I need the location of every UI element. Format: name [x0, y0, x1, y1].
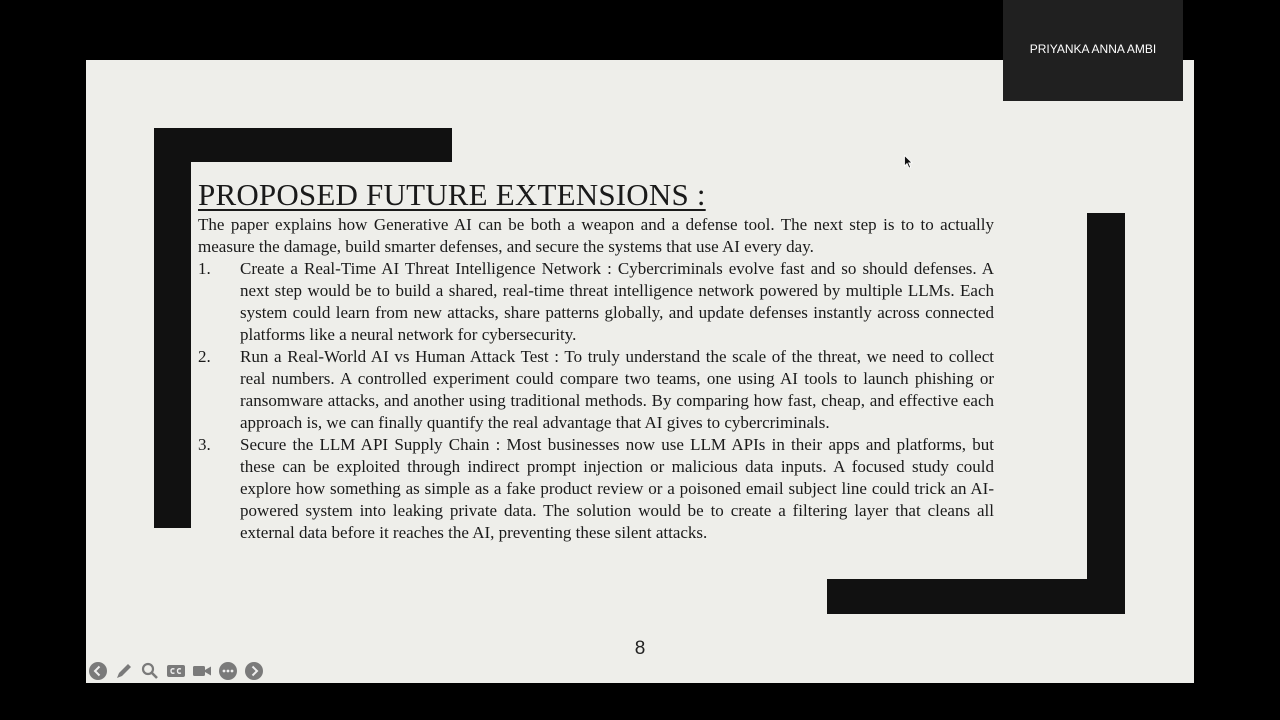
- page-number: 8: [634, 638, 646, 659]
- list-item: [198, 434, 994, 544]
- forward-arrow-icon[interactable]: [244, 661, 264, 681]
- slide: [86, 60, 1194, 683]
- presenter-name: PRIYANKA ANNA AMBI: [1029, 42, 1157, 56]
- frame-bar-bottom-right-horizontal: [827, 579, 1125, 614]
- slide-title: PROPOSED FUTURE EXTENSIONS :: [198, 177, 706, 212]
- presenter-video-tile[interactable]: [1003, 0, 1183, 101]
- list-item-text: Create a Real-Time AI Threat Intelligence Network : Cybercriminals evolve fast and so should defenses. A next step would be to build a shared, real-time threat intelligence network powered by multiple LLMs. Each system could learn from new attacks, share patterns globally, and update defenses instantly across connected platforms like a neural network for cybersecurity.: [240, 259, 994, 344]
- frame-bar-bottom-right-vertical: [1087, 213, 1125, 614]
- intro-paragraph: The paper explains how Generative AI can be both a weapon and a defense tool. The next step is to to actually measure the damage, build smarter defenses, and secure the systems that use AI every day.: [198, 215, 994, 256]
- list-item-text: Run a Real-World AI vs Human Attack Test : To truly understand the scale of the threat, we need to collect real numbers. A controlled experiment could compare two teams, one using AI tools to launch phishing or ransomware attacks, and another using traditional methods. By comparing how fast, cheap, and effective each approach is, we can finally quantify the real advantage that AI gives to cybercriminals.: [240, 347, 994, 432]
- frame-bar-top-left-horizontal: [154, 128, 452, 162]
- list-item-number: 3.: [198, 435, 211, 454]
- more-icon[interactable]: [218, 661, 238, 681]
- zoom-icon[interactable]: [140, 661, 160, 681]
- list-item-number: 1.: [198, 259, 211, 278]
- frame-bar-top-left-vertical: [154, 128, 191, 528]
- list-item-text: Secure the LLM API Supply Chain : Most businesses now use LLM APIs in their apps and platforms, but these can be exploited through indirect prompt injection or malicious data inputs. A focused study could explore how something as simple as a fake product review or a poisoned email subject line could trick an AI-powered system into leaking private data. The solution would be to create a filtering layer that cleans all external data before it reaches the AI, preventing these silent attacks.: [240, 435, 994, 542]
- slide-content: [198, 176, 994, 544]
- mouse-cursor-icon: [904, 155, 914, 169]
- list-item: [198, 258, 994, 346]
- list-item-number: 2.: [198, 347, 211, 366]
- list-item: [198, 346, 994, 434]
- captions-icon[interactable]: [166, 661, 186, 681]
- back-arrow-icon[interactable]: [88, 661, 108, 681]
- presenter-controls: [86, 660, 264, 682]
- camera-icon[interactable]: [192, 661, 212, 681]
- extensions-list: [198, 258, 994, 544]
- pen-icon[interactable]: [114, 661, 134, 681]
